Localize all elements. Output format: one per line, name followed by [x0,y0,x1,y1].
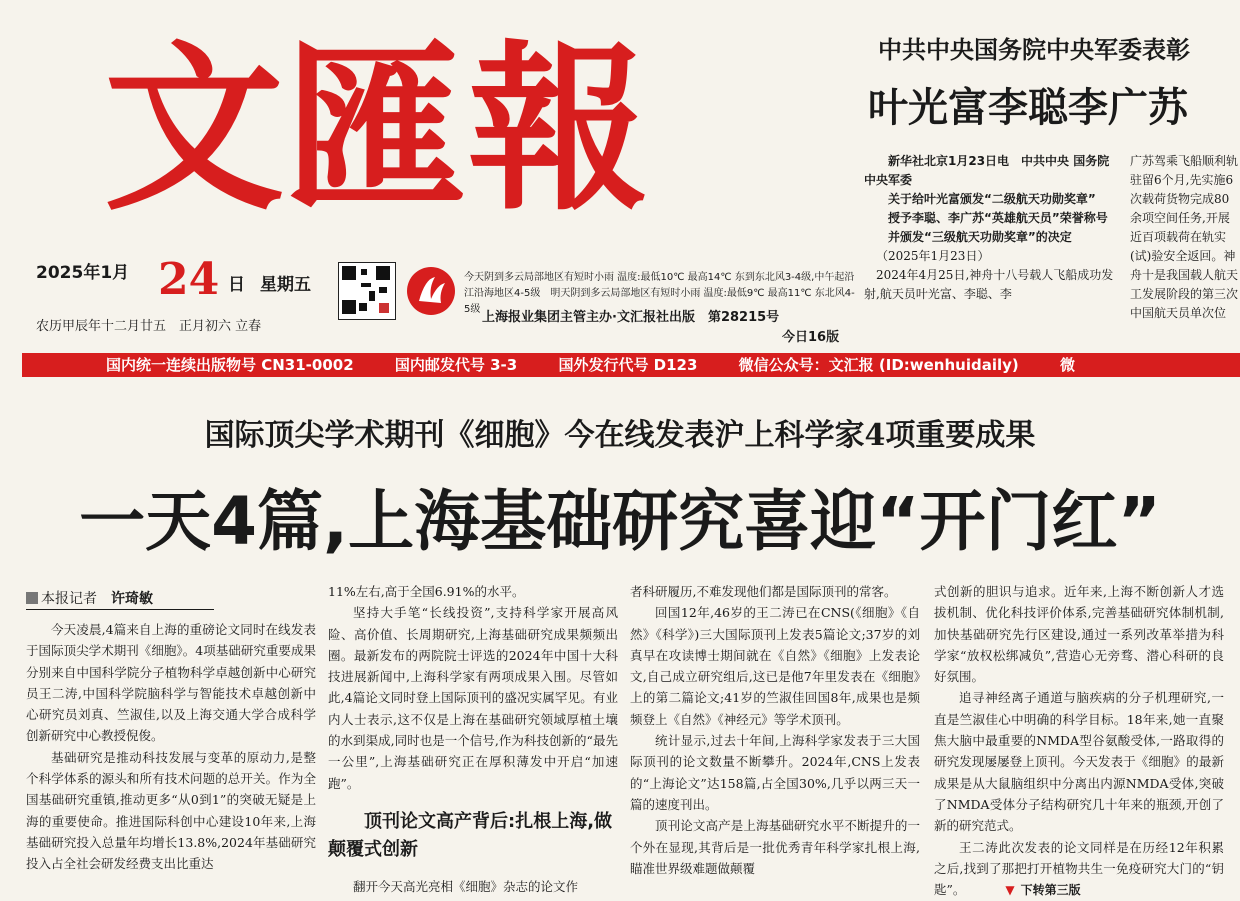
publisher-emblem-icon [405,265,457,317]
redbar-truncated-text: 微 [1060,356,1076,374]
article-paragraph: 回国12年,46岁的王二涛已在CNS(《细胞》《自然》《科学》)三大国际顶刊上发表5篇论文;37岁的刘真早在攻读博士期间就在《自然》《细胞》上发表论文,自己成立研究组后,这已是他7年里发表在《细胞》上的第二篇论文;41岁的竺淑佳回国8年,成果也是频频登上《自然》《神经元》等学术顶刊。 [630,605,920,727]
article-paragraph: 11%左右,高于全国6.91%的水平。 [328,584,525,599]
side-story-headline[interactable]: 叶光富李聪李广苏 [868,85,1188,131]
issn-text: 国内统一连续出版物号 CN31-0002 [106,356,354,374]
side-story-para: 新华社北京1月23日电 中共中央 国务院 中央军委 [864,154,1110,187]
article-subhead: 顶刊论文高产背后:扎根上海,做颠覆式创新 [328,810,613,860]
publication-info-bar [22,353,1240,377]
article-paragraph-text: 王二涛此次发表的论文同样是在历经12年积累之后,找到了那把打开植物共生一免疫研究大门的“钥匙”。 [934,839,1224,898]
article-paragraph: 追寻神经离子通道与脑疾病的分子机理研究,一直是竺淑佳心中明确的科学目标。18年来,她一直聚焦大脑中最重要的NMDA型谷氨酸受体,一路取得的研究发现屡屡登上顶刊。今天发表于《细胞》的最新成果是从大鼠脑组织中分离出内源NMDA受体,突破了NMDA受体分子结构研究几十年来的瓶颈,开创了新的研究范式。 [934,690,1224,834]
date-day: 24 [158,254,220,305]
wechat-text: 微信公众号：文汇报 (ID:wenhuidaily) [738,356,1019,374]
side-story-column-2: 广苏驾乘飞船顺利轨驻留6个月,先实施6次载荷货物完成80余项空间任务,开展近百项载荷在轨实(试)验安全返回。神舟十是我国载人航天工发展阶段的第三次中国航天员单次位 [1130,154,1239,320]
article-column-1 [26,619,316,875]
article-paragraph: 翻开今天高光亮相《细胞》杂志的论文作 [353,878,579,894]
postal-code-text: 国内邮发代号 3-3 [394,356,518,374]
article-paragraph: 统计显示,过去十年间,上海科学家发表于三大国际顶刊的论文数量不断攀升。2024年,CNS上发表的“上海论文”达158篇,占全国30%,几乎以两三天一篇的速度刊出。 [630,733,920,812]
overseas-code-text: 国外发行代号 D123 [558,356,698,374]
article-paragraph: 今天凌晨,4篇来自上海的重磅论文同时在线发表于国际顶尖学术期刊《细胞》。4项基础研究重要成果分别来自中国科学院分子植物科学卓越创新中心研究员王二涛,中国科学院脑科学与智能技术卓越创新中心研究员刘真、竺淑佳,以及上海交通大学合成科学创新研究中心教授倪俊。 [26,622,316,744]
article-headline[interactable]: 一天4篇,上海基础研究喜迎“开门红” [79,483,1161,560]
page-count: 今日16版 [782,330,840,345]
article-column-3 [630,581,920,879]
masthead-logo: 文匯報 [104,30,651,230]
article-paragraph: 式创新的胆识与追求。近年来,上海不断创新人才选拔机制、优化科技评价体系,完善基础研究体制机制,加快基础研究先行区建设,通过一系列改革举措为科学家“放权松绑减负”,营造心无旁骛、潜心科研的良好氛围。 [934,584,1224,685]
byline-author: 许琦敏 [111,591,153,607]
triangle-down-icon: ▼ [1005,883,1015,898]
article-paragraph: 坚持大手笔“长线投资”,支持科学家开展高风险、高价值、长周期研究,上海基础研究成果频频出圈。最新发布的两院院士评选的2024年中国十大科技进展新闻中,上海科学家有两项成果入围。尽管如此,4篇论文同时登上国际顶刊的盛况实属罕见。有业内人士表示,这不仅是上海在基础研究领域厚植土壤的水到渠成,同时也是一个信号,作为科技创新的“最先一公里”,上海基础研究正在厚积薄发中开启“加速跑”。 [328,605,618,791]
continued-link[interactable] [965,883,1080,897]
continued-label: 下转第三版 [1020,883,1081,898]
side-story-para: 并颁发“三级航天功勋奖章”的决定 [888,230,1072,244]
side-story-para: 2024年4月25日,神舟十八号载人飞船成功发射,航天员叶光富、李聪、李 [864,268,1114,301]
article-paragraph: 顶刊论文高产是上海基础研究水平不断提升的一个外在显现,其背后是一批优秀青年科学家扎根上海,瞄准世界级难题做颠覆 [630,818,920,876]
side-story-column-1 [864,152,1118,304]
byline [26,589,214,610]
date-weekday: 星期五 [260,275,311,295]
article-kicker: 国际顶尖学术期刊《细胞》今在线发表沪上科学家4项重要成果 [204,418,1036,453]
byline-label: 本报记者 [41,591,97,607]
lunar-date: 农历甲辰年十二月廿五 正月初六 立春 [36,319,262,334]
side-story-date: （2025年1月23日） [876,249,990,263]
weather-forecast: 今天阴到多云局部地区有短时小雨 温度:最低10℃ 最高14℃ 东到东北风3-4级,中午起沿江沿海地区4-5级 明天阴到多云局部地区有短时小雨 温度:最低9℃ 最高11℃ 东北风4-5级 [464,272,855,315]
publisher-line: 上海报业集团主管主办·文汇报社出版 第28215号 [482,310,780,325]
side-story-kicker: 中共中央国务院中央军委表彰 [878,36,1190,64]
article-paragraph: 者科研履历,不难发现他们都是国际顶刊的常客。 [630,584,897,599]
qr-code-icon[interactable] [338,262,396,320]
byline-square-icon [26,592,38,604]
side-story-para: 关于给叶光富颁发“二级航天功勋奖章” [888,192,1096,206]
article-paragraph: 基础研究是推动科技发展与变革的原动力,是整个科学体系的源头和所有技术问题的总开关。作为全国基础研究重镇,推动更多“从0到1”的突破无疑是上海的重要使命。推进国际科创中心建设10年来,上海基础研究投入总量年均增长13.8%,2024年基础研究投入占全社会研发经费支出比重达 [26,749,316,872]
date-year-month: 2025年1月 [36,263,130,283]
article-paragraph [934,837,1224,901]
article-column-2 [328,581,618,897]
side-story-para: 授予李聪、李广苏“英雄航天员”荣誉称号 [888,211,1108,225]
article-column-4 [934,581,1224,901]
date-day-unit: 日 [228,275,245,295]
